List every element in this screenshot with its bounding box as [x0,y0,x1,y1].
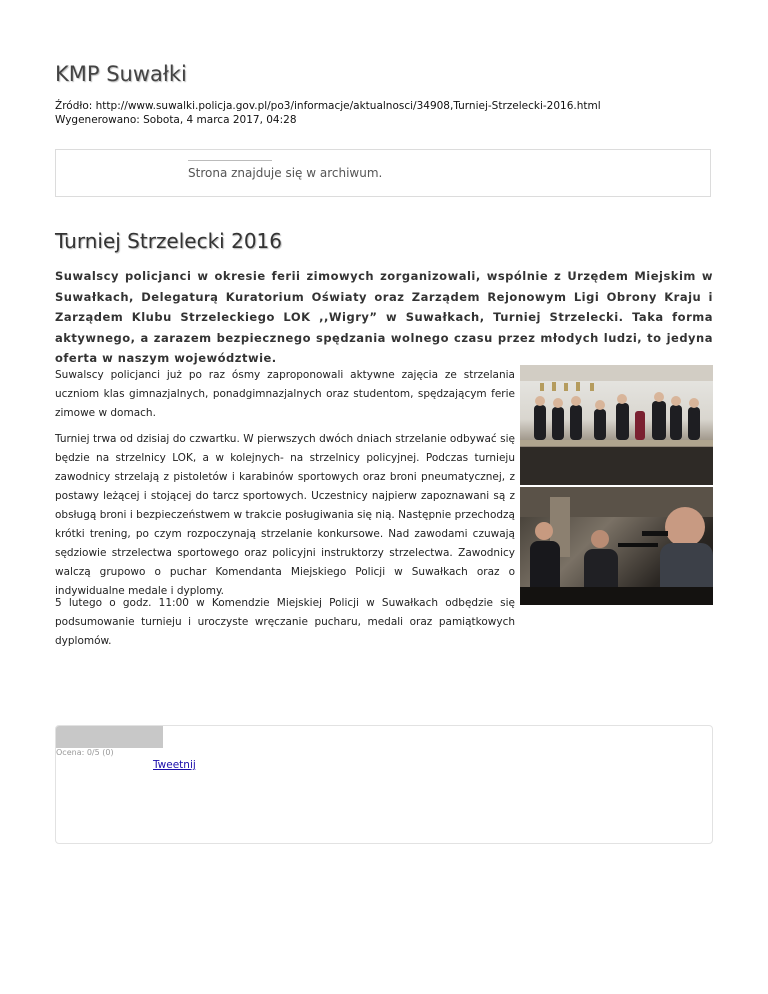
article-paragraph-1: Suwalscy policjanci już po raz ósmy zaproponowali aktywne zajęcia ze strzelania uczniom klas gimnazjalnych, ponadgimnazjalnych oraz studentom, spędzającym ferie zimowe w domach. [55,369,515,419]
source-url: Źródło: http://www.suwalki.policja.gov.pl/po3/informacje/aktualnosci/34908,Turniej-Strzelecki-2016.html [55,100,601,112]
article-paragraph-3: 5 lutego o godz. 11:00 w Komendzie Miejskiej Policji w Suwałkach odbędzie się podsumowanie turnieju i uroczyste wręczanie pucharu, medali oraz pamiątkowych dyplomów. [55,597,515,647]
rating-panel [55,725,713,844]
article-paragraph-2: Turniej trwa od dzisiaj do czwartku. W pierwszych dwóch dniach strzelanie odbywać się będzie na strzelnicy LOK, a w kolejnych- na strzelnicy policyjnej. Podczas turnieju zawodnicy strzelają z pistoletów i karabinów sportowych oraz broni pneumatycznej, z postawy leżącej i stojącej do tarcz sportowych. Uczestnicy najpierw zapoznawani są z obsługą broni i bezpieczeństwem w trakcie posługiwania się nią. Następnie przechodzą krótki trening, po czym rozpoczynają strzelanie konkursowe. Nad zawodami czuwają sędziowie strzelectwa sportowego oraz policyjni instruktorzy strzelectwa. Zawodnicy walczą grupowo o puchar Komendanta Miejskiego Policji w Suwałkach oraz o indywidualne medale i dyplomy. [55,433,515,597]
archive-divider [188,160,272,161]
rating-stars-bar[interactable] [56,726,163,748]
archive-notice-box [55,149,711,197]
article-photo-shooting-range[interactable] [520,365,713,485]
archive-notice: Strona znajduje się w archiwum. [188,166,383,180]
rating-text: Ocena: 0/5 (0) [56,748,114,757]
document-meta [55,99,601,127]
article-title: Turniej Strzelecki 2016 [55,229,282,253]
article-lead: Suwalscy policjanci w okresie ferii zimowych zorganizowali, wspólnie z Urzędem Miejskim w Suwałkach, Delegaturą Kuratorium Oświaty oraz Zarządem Rejonowym Ligi Obrony Kraju i Zarządem Klubu Strzeleckiego LOK ,,Wigry” w Suwałkach, Turniej Strzelecki. Taka forma aktywnego, a zarazem bezpiecznego spędzania wolnego czasu przez młodych ludzi, to jedyna oferta w naszym województwie. [55,269,713,365]
site-title: KMP Suwałki [55,62,187,86]
article-photo-participants-aiming[interactable] [520,487,713,605]
tweet-link[interactable]: Tweetnij [153,759,196,771]
generated-date: Wygenerowano: Sobota, 4 marca 2017, 04:28 [55,114,297,126]
